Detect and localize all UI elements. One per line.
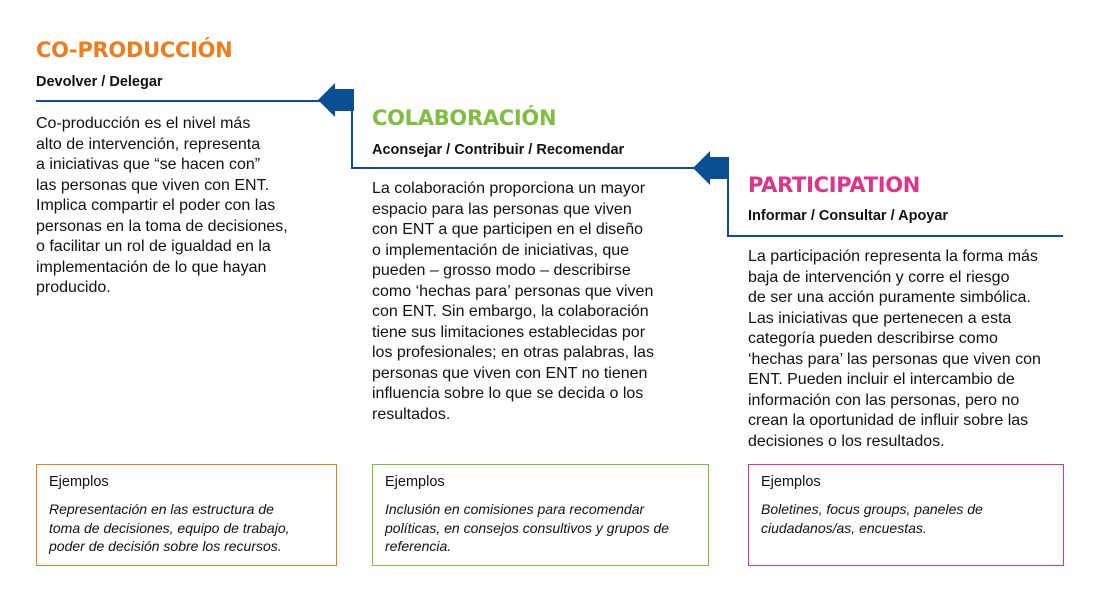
colaboracion-subtitle: Aconsejar / Contribuir / Recomendar <box>372 142 625 158</box>
body-line: pueden – grosso modo – describirse <box>372 262 631 279</box>
examples-title: Ejemplos <box>385 474 445 490</box>
body-line: alto de intervención, representa <box>36 135 261 153</box>
body-line: Implica compartir el poder con las <box>36 197 276 214</box>
body-line: resultados. <box>372 405 451 423</box>
body-line: tiene sus limitaciones establecidas por <box>372 323 646 341</box>
coproduccion-description <box>36 114 336 299</box>
examples-line: políticas, en consejos consultivos y grupos de <box>385 519 670 536</box>
stair-line-top <box>36 100 353 102</box>
body-line: Co-producción es el nivel más <box>36 115 251 132</box>
examples-title: Ejemplos <box>49 474 109 490</box>
body-line: los profesionales; en otras palabras, las <box>372 344 654 361</box>
body-line: producido. <box>36 279 111 296</box>
body-line: La colaboración proporciona un mayor <box>372 180 646 197</box>
body-line: personas que viven con ENT no tienen <box>372 364 648 382</box>
coproduccion-examples-box <box>36 464 337 566</box>
examples-line: ciudadanos/as, encuestas. <box>761 519 927 536</box>
body-line: con ENT. Sin embargo, la colaboración <box>372 303 649 320</box>
examples-line: Representación en las estructura de <box>49 501 274 517</box>
participacion-title: PARTICIPATION <box>748 173 921 197</box>
arrow-left-icon <box>318 83 354 117</box>
examples-title: Ejemplos <box>761 474 821 490</box>
body-line: ‘hechas para’ las personas que viven con <box>748 350 1041 368</box>
body-line: influencia sobre lo que se decida o los <box>372 385 644 402</box>
body-line: a iniciativas que “se hacen con” <box>36 156 261 173</box>
body-line: personas en la toma de decisiones, <box>36 217 288 235</box>
body-line: con ENT a que participen en el diseño <box>372 221 643 238</box>
body-line: categoría pueden describirse como <box>748 330 998 347</box>
examples-text <box>761 500 1051 537</box>
body-line: implementación de lo que hayan <box>36 258 267 276</box>
body-line: de ser una acción puramente simbólica. <box>748 289 1031 306</box>
coproduccion-title: CO-PRODUCCIÓN <box>36 38 233 62</box>
examples-line: toma de decisiones, equipo de trabajo, <box>49 519 290 536</box>
examples-line: poder de decisión sobre los recursos. <box>49 538 282 554</box>
examples-line: Inclusión en comisiones para recomendar <box>385 501 645 517</box>
examples-text <box>49 500 324 556</box>
examples-line: Boletines, focus groups, paneles de <box>761 501 983 517</box>
examples-line: referencia. <box>385 538 452 554</box>
body-line: decisiones o los resultados. <box>748 432 945 450</box>
stair-line-bottom <box>727 235 1063 237</box>
body-line: o implementación de iniciativas, que <box>372 241 630 259</box>
body-line: baja de intervención y corre el riesgo <box>748 268 1010 286</box>
participacion-description <box>748 247 1078 452</box>
stair-line-middle <box>351 167 729 169</box>
body-line: espacio para las personas que viven <box>372 200 632 218</box>
body-line: o facilitar un rol de igualdad en la <box>36 238 271 255</box>
colaboracion-description <box>372 179 702 425</box>
body-line: ENT. Pueden incluir el intercambio de <box>748 371 1015 388</box>
body-line: información con las personas, pero no <box>748 391 1020 409</box>
participacion-subtitle: Informar / Consultar / Apoyar <box>748 208 949 224</box>
coproduccion-subtitle: Devolver / Delegar <box>36 74 163 90</box>
participacion-examples-box <box>748 464 1064 566</box>
body-line: las personas que viven con ENT. <box>36 176 270 194</box>
colaboracion-title: COLABORACIÓN <box>372 106 557 130</box>
body-line: crean la oportunidad de influir sobre las <box>748 412 1029 429</box>
body-line: La participación representa la forma más <box>748 248 1038 265</box>
colaboracion-examples-box <box>372 464 709 566</box>
body-line: Las iniciativas que pertenecen a esta <box>748 309 1012 327</box>
body-line: como ‘hechas para’ personas que viven <box>372 282 654 300</box>
examples-text <box>385 500 696 556</box>
